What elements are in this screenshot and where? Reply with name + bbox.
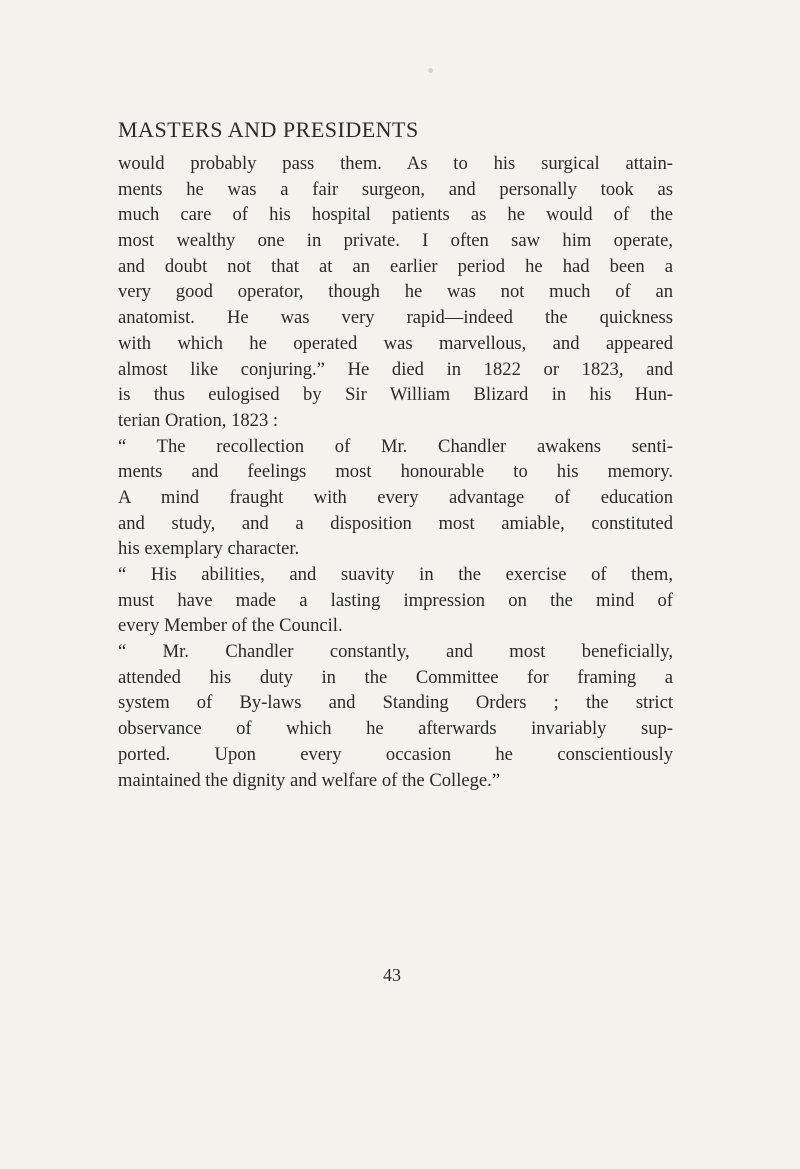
body-text [118, 151, 673, 793]
text-line: must have made a lasting impression on the mind of [118, 589, 673, 611]
text-line: very good operator, though he was not much of an [118, 281, 673, 303]
text-line: is thus eulogised by Sir William Blizard in his Hun- [118, 384, 673, 406]
text-line: “ The recollection of Mr. Chandler awakens senti- [118, 435, 673, 457]
text-line: anatomist. He was very rapid—indeed the quickness [118, 307, 673, 329]
text-line: and doubt not that at an earlier period he had been a [118, 255, 673, 277]
text-line: his exemplary character. [118, 538, 300, 560]
text-line: and study, and a disposition most amiable, constituted [118, 512, 673, 534]
text-line: would probably pass them. As to his surgical attain- [118, 153, 673, 174]
text-line: ments he was a fair surgeon, and personally took as [118, 178, 673, 200]
text-line: observance of which he afterwards invariably sup- [118, 718, 673, 740]
text-line: much care of his hospital patients as he would of the [118, 204, 673, 226]
paper-speck [428, 68, 433, 73]
text-line: terian Oration, 1823 : [118, 409, 279, 431]
text-line: attended his duty in the Committee for framing a [118, 666, 673, 688]
text-line: ments and feelings most honourable to his memory. [118, 461, 673, 483]
running-head: MASTERS AND PRESIDENTS [118, 117, 419, 142]
text-line: almost like conjuring.” He died in 1822 or 1823, and [118, 358, 673, 380]
text-line: every Member of the Council. [118, 615, 343, 637]
text-line: ported. Upon every occasion he conscientiously [118, 743, 673, 765]
text-line: system of By-laws and Standing Orders ; the strict [118, 692, 673, 714]
text-line: maintained the dignity and welfare of the College.” [118, 769, 501, 791]
text-line: “ Mr. Chandler constantly, and most beneficially, [118, 641, 673, 663]
text-line: with which he operated was marvellous, and appeared [118, 332, 673, 354]
text-line: A mind fraught with every advantage of education [118, 486, 673, 508]
text-line: most wealthy one in private. I often saw him operate, [118, 230, 673, 252]
page-number: 43 [383, 965, 401, 985]
text-line: “ His abilities, and suavity in the exercise of them, [118, 564, 673, 585]
